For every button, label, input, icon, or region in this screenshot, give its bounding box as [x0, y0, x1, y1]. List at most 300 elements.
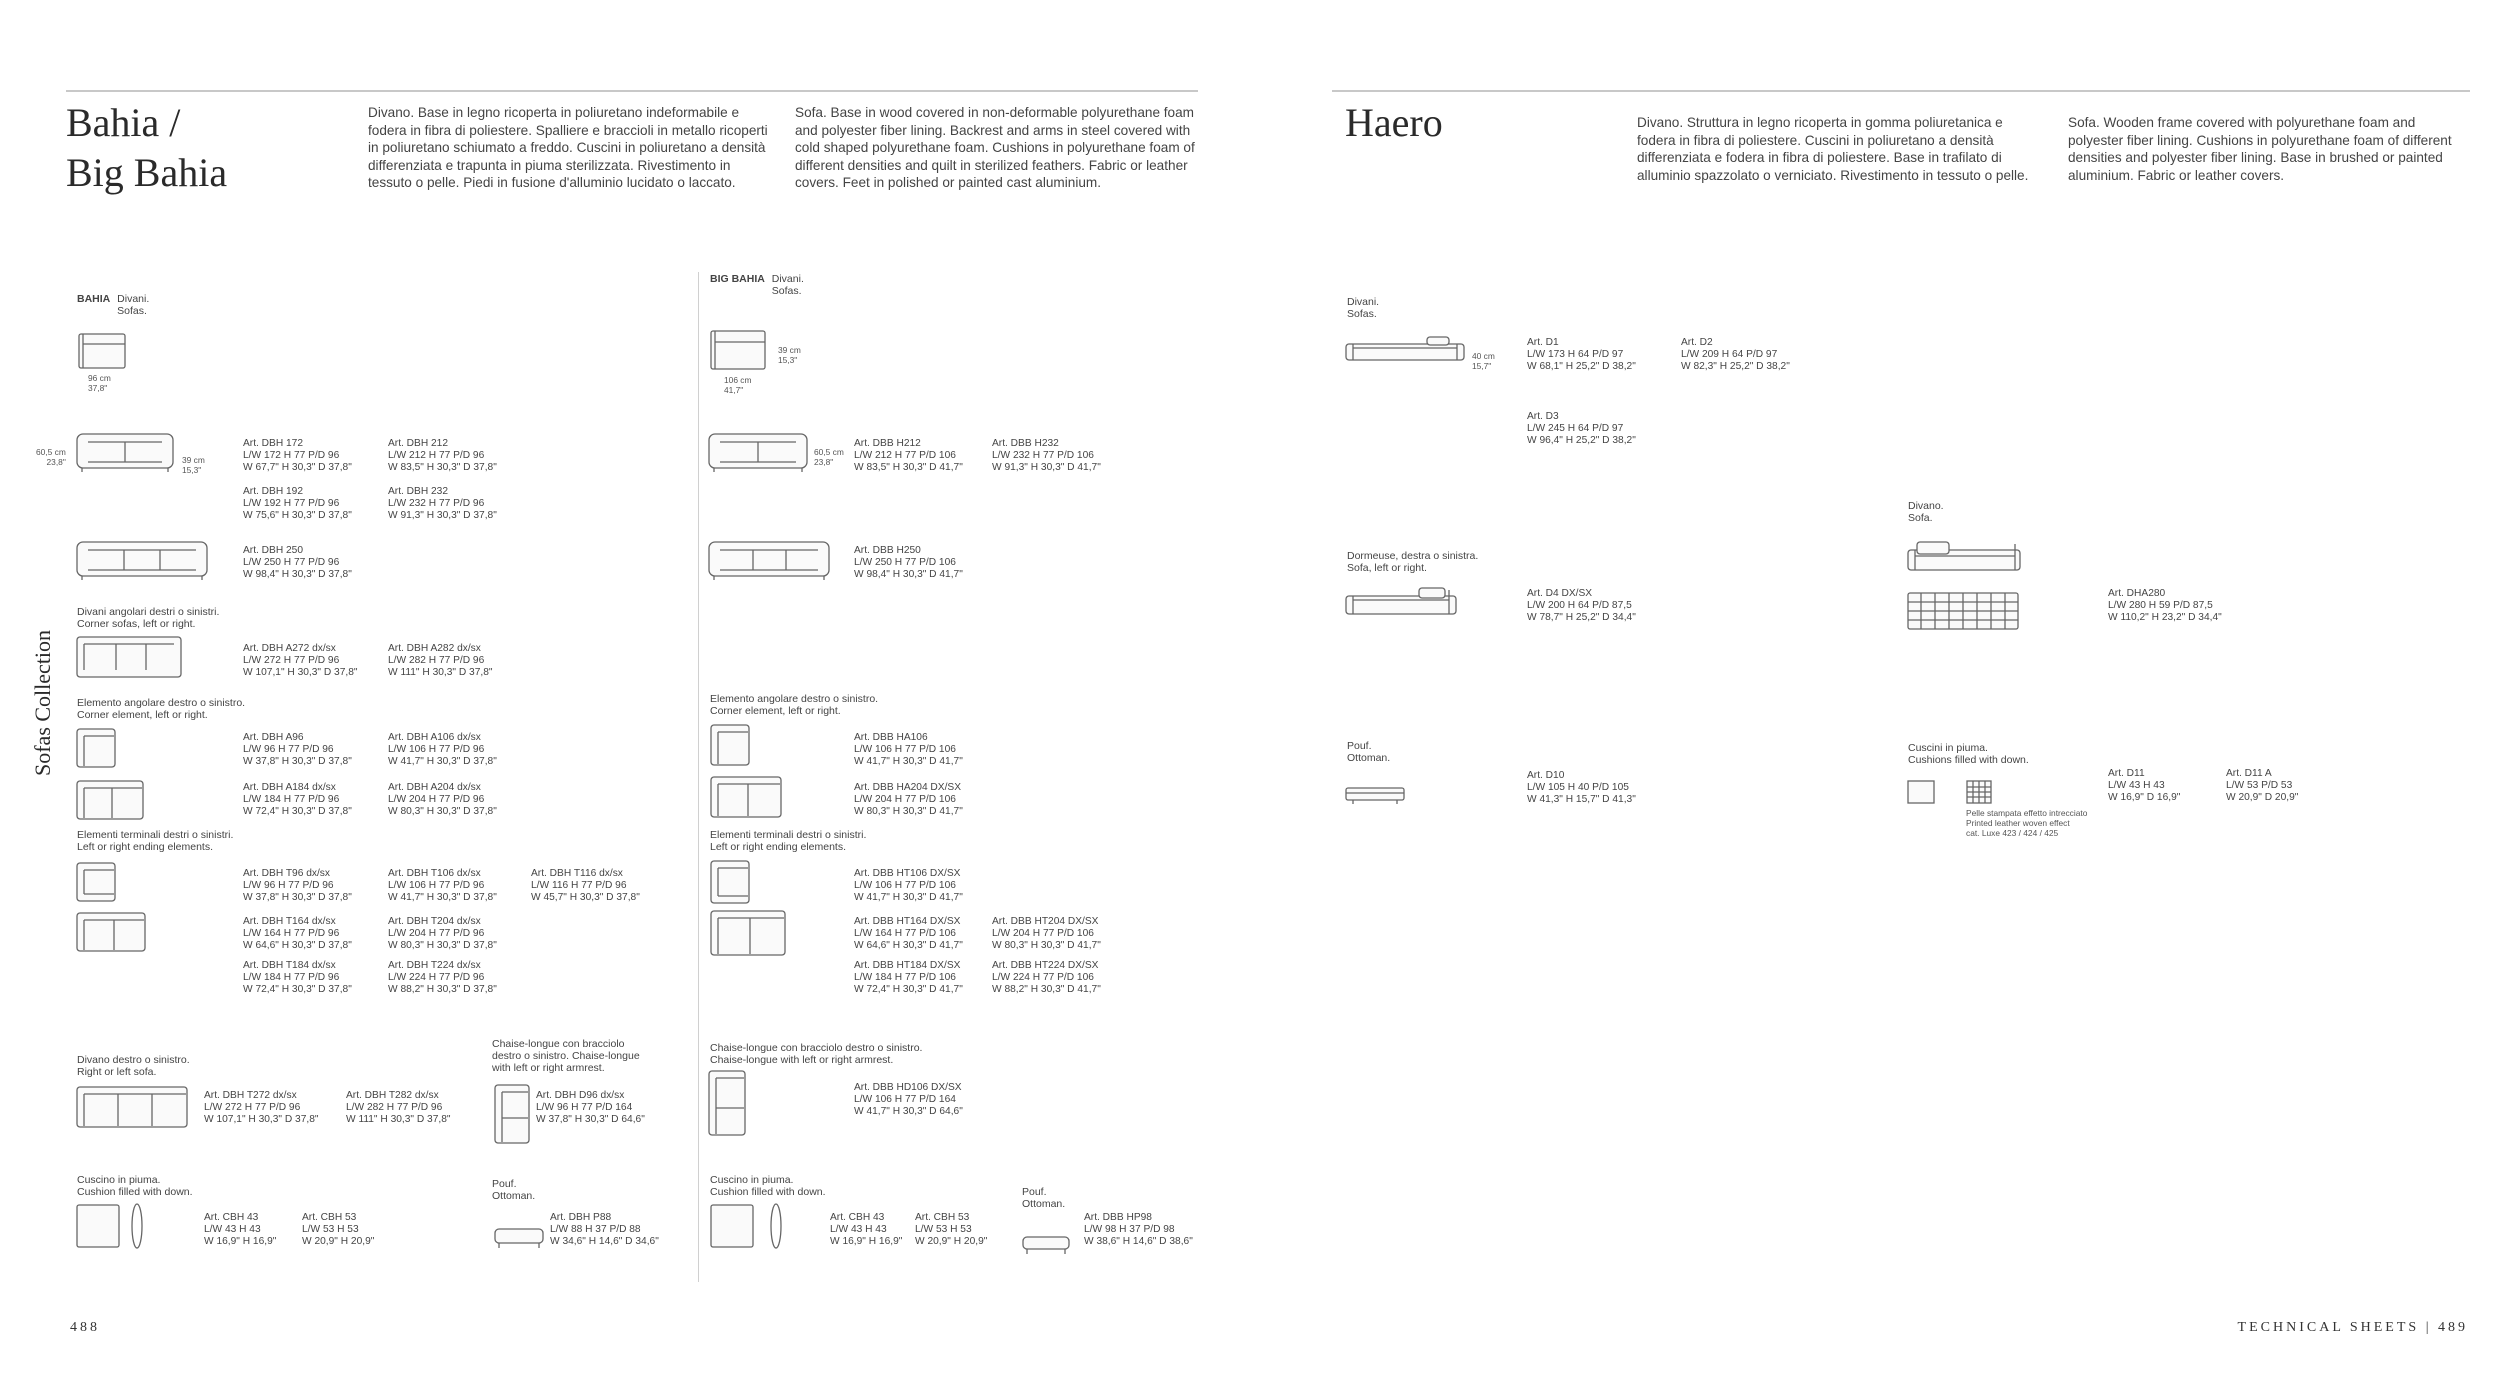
big-bahia-width-dim: [724, 376, 751, 395]
dim-width-in: 41,7": [724, 384, 744, 395]
art-imperial: W 88,2" H 30,3" D 37,8": [388, 984, 497, 995]
big-bahia-heading-sub1: Divani.: [771, 273, 804, 285]
art-code: Art. DBH A184 dx/sx: [243, 782, 336, 793]
art-code: Art. D11: [2108, 768, 2145, 779]
art-code: Art. D2: [1681, 337, 1713, 348]
title-line-1: Bahia /: [66, 100, 181, 145]
art-metric: L/W 280 H 59 P/D 87,5: [2108, 600, 2213, 611]
page-number-left: 488: [70, 1320, 100, 1335]
article-d11a: [2226, 768, 2298, 804]
big-bahia-heading: [710, 273, 804, 297]
page-footer-right: TECHNICAL SHEETS | 489: [2237, 1320, 2468, 1335]
article-dbh-a204: [388, 782, 497, 818]
haero-pouf-label: [1347, 740, 1390, 764]
note-line-1: Pelle stampata effetto intrecciato: [1966, 808, 2088, 818]
art-metric: L/W 106 H 77 P/D 106: [854, 744, 956, 755]
label-en: Cushions filled with down.: [1908, 754, 2029, 766]
haero-pouf-drawing: [1345, 784, 1407, 808]
big-bahia-pouf-drawing: [1022, 1236, 1072, 1258]
article-dha280: [2108, 588, 2222, 624]
art-code: Art. DBH T116 dx/sx: [531, 868, 623, 879]
big-bahia-heading-sub2: Sofas.: [771, 285, 802, 297]
bahia-corner-sofa-drawing: [76, 636, 184, 680]
art-code: Art. D4 DX/SX: [1527, 588, 1593, 599]
description-italian: Divano. Base in legno ricoperta in poliuretano indeformabile e fodera in fibra di poliestere. Spalliere e braccioli in metallo ricoperti in poliuretano schiumato a freddo. Cuscini in poliuretano a densità differenziata e trapunta in piuma sterilizzata. Rivestimento in tessuto o pelle. Piedi in fusione d'alluminio lucidato o laccato.: [368, 105, 768, 190]
page-title-right: Haero: [1345, 100, 1443, 145]
art-imperial: W 41,7" H 30,3" D 37,8": [388, 756, 497, 767]
article-dbh-t272: [204, 1090, 318, 1126]
art-imperial: W 16,9" H 16,9": [830, 1236, 903, 1247]
art-metric: L/W 106 H 77 P/D 96: [388, 744, 485, 755]
art-imperial: W 80,3" H 30,3" D 41,7": [992, 940, 1101, 951]
article-cbh-53-big: [915, 1212, 987, 1248]
art-metric: L/W 204 H 77 P/D 96: [388, 928, 485, 939]
big-bahia-chaise-drawing: [708, 1070, 748, 1138]
art-metric: L/W 224 H 77 P/D 96: [388, 972, 485, 983]
bahia-pouf-drawing: [494, 1228, 546, 1252]
art-code: Art. CBH 53: [915, 1212, 970, 1223]
art-imperial: W 41,7" H 30,3" D 41,7": [854, 892, 963, 903]
big-bahia-cushion-drawing: [710, 1204, 786, 1252]
big-bahia-corner-element-ha106-drawing: [710, 724, 752, 768]
dim-height-in: 23,8": [46, 456, 66, 467]
right-top-rule: [1332, 90, 2470, 92]
art-code: Art. DBH T204 dx/sx: [388, 916, 481, 927]
art-imperial: W 68,1" H 25,2" D 38,2": [1527, 361, 1636, 372]
art-imperial: W 83,5" H 30,3" D 41,7": [854, 462, 963, 473]
article-dbh-t106: [388, 868, 497, 904]
article-dbh-t282: [346, 1090, 450, 1126]
haero-cushions-label: [1908, 742, 2029, 766]
art-code: Art. D1: [1527, 337, 1559, 348]
art-code: Art. DBB HP98: [1084, 1212, 1152, 1223]
big-bahia-heading-name: BIG BAHIA: [710, 273, 765, 285]
haero-sofa-drawing: [1345, 336, 1467, 366]
art-imperial: W 45,7" H 30,3" D 37,8": [531, 892, 640, 903]
art-code: Art. DBH 250: [243, 545, 304, 556]
article-dbb-h232: [992, 438, 1101, 474]
art-metric: L/W 164 H 77 P/D 106: [854, 928, 956, 939]
haero-dormeuse-label: [1347, 550, 1478, 574]
art-metric: L/W 96 H 77 P/D 96: [243, 880, 334, 891]
art-metric: L/W 164 H 77 P/D 96: [243, 928, 340, 939]
article-dbh-232: [388, 486, 497, 522]
bahia-corner-element-a184-drawing: [76, 780, 146, 822]
side-label-sofas-collection: Sofas Collection: [30, 629, 55, 776]
art-code: Art. D10: [1527, 770, 1565, 781]
art-imperial: W 20,9" D 20,9": [2226, 792, 2299, 803]
bahia-ending-elements-label: [77, 829, 233, 853]
label-en: Corner element, left or right.: [77, 709, 208, 721]
art-metric: L/W 204 H 77 P/D 106: [992, 928, 1094, 939]
dim-width-in: 37,8": [88, 382, 108, 393]
label-it: Chaise-longue con bracciolo destro o sinistro.: [710, 1042, 923, 1054]
column-divider: [698, 272, 699, 1282]
label-en: Corner sofas, left or right.: [77, 618, 196, 630]
art-metric: L/W 204 H 77 P/D 106: [854, 794, 956, 805]
art-code: Art. DBH T282 dx/sx: [346, 1090, 439, 1101]
label-it: Pouf.: [1022, 1186, 1047, 1198]
art-imperial: W 37,8" H 30,3" D 37,8": [243, 756, 352, 767]
art-metric: L/W 88 H 37 P/D 88: [550, 1224, 641, 1235]
bahia-ending-t96-drawing: [76, 862, 118, 904]
art-metric: L/W 250 H 77 P/D 106: [854, 557, 956, 568]
art-code: Art. DBB H212: [854, 438, 921, 449]
article-dbb-ht224: [992, 960, 1101, 996]
art-imperial: W 98,4" H 30,3" D 41,7": [854, 569, 963, 580]
big-bahia-seat-dim: [778, 346, 801, 365]
art-imperial: W 78,7" H 25,2" D 34,4": [1527, 612, 1636, 623]
art-code: Art. DBH 172: [243, 438, 304, 449]
label-en: Ottoman.: [492, 1190, 536, 1202]
art-imperial: W 83,5" H 30,3" D 37,8": [388, 462, 497, 473]
bahia-sofa-3seat-drawing: [76, 540, 210, 582]
art-imperial: W 96,4" H 25,2" D 38,2": [1527, 435, 1636, 446]
bahia-chaise-label: [492, 1038, 640, 1074]
art-code: Art. DBH T96 dx/sx: [243, 868, 330, 879]
article-d3: [1527, 411, 1636, 447]
art-code: Art. DBH A272 dx/sx: [243, 643, 336, 654]
label-it: Pouf.: [1347, 740, 1372, 752]
article-dbb-hp98: [1084, 1212, 1193, 1248]
article-dbb-ha106: [854, 732, 963, 768]
haero-leather-note: [1966, 808, 2087, 838]
label-it: Cuscino in piuma.: [710, 1174, 794, 1186]
haero-sofa-height-dim: [1472, 352, 1495, 371]
big-bahia-sofa-3seat-drawing: [708, 540, 832, 582]
dim-cm: 40 cm: [1472, 351, 1495, 361]
article-dbh-a272: [243, 643, 357, 679]
art-code: Art. DBB HD106 DX/SX: [854, 1082, 962, 1093]
art-code: Art. DBH A96: [243, 732, 304, 743]
big-bahia-corner-element-ha204-drawing: [710, 776, 784, 820]
art-imperial: W 41,7" H 30,3" D 37,8": [388, 892, 497, 903]
art-metric: L/W 232 H 77 P/D 106: [992, 450, 1094, 461]
art-metric: L/W 245 H 64 P/D 97: [1527, 423, 1624, 434]
bahia-right-left-sofa-drawing: [76, 1086, 190, 1130]
haero-description-italian: Divano. Struttura in legno ricoperta in gomma poliuretanica e fodera in fibra di poliestere. Cuscini in poliuretano a densità differenziata e fodera in fibra di poliestere. Base in trafilato di alluminio spazzolato o verniciato. Rivestimento in tessuto o pelle.: [1637, 115, 2029, 183]
dim-seat-in: 15,3": [778, 354, 798, 365]
note-line-3: cat. Luxe 423 / 424 / 425: [1966, 828, 2059, 838]
art-metric: L/W 192 H 77 P/D 96: [243, 498, 340, 509]
article-dbh-a106: [388, 732, 497, 768]
article-d11: [2108, 768, 2180, 804]
bahia-chaise-drawing: [494, 1084, 532, 1146]
art-code: Art. DBH P88: [550, 1212, 612, 1223]
art-code: Art. DBH T106 dx/sx: [388, 868, 481, 879]
bahia-heading-sub1: Divani.: [117, 293, 150, 305]
art-metric: L/W 43 H 43: [2108, 780, 2165, 791]
art-metric: L/W 53 H 53: [302, 1224, 359, 1235]
haero-dha280-woven-drawing: [1907, 592, 2021, 632]
article-dbh-a282: [388, 643, 492, 679]
note-line-2: Printed leather woven effect: [1966, 818, 2070, 828]
label-it: Dormeuse, destra o sinistra.: [1347, 550, 1479, 562]
label-en: Corner element, left or right.: [710, 705, 841, 717]
article-dbb-ht204: [992, 916, 1101, 952]
label-en: Cushion filled with down.: [77, 1186, 193, 1198]
haero-dormeuse-drawing: [1345, 586, 1459, 622]
haero-cushion-plain-drawing: [1907, 780, 1937, 806]
label-en: Sofa.: [1908, 512, 1933, 524]
dim-height-cm: 60,5 cm: [814, 447, 844, 457]
art-code: Art. DBH T184 dx/sx: [243, 960, 336, 971]
article-dbh-t224: [388, 960, 497, 996]
label-en: Left or right ending elements.: [710, 841, 846, 853]
label-en: Sofas.: [1347, 308, 1377, 320]
dim-width-cm: 106 cm: [724, 375, 752, 385]
art-imperial: W 91,3" H 30,3" D 37,8": [388, 510, 497, 521]
art-imperial: W 37,8" H 30,3" D 37,8": [243, 892, 352, 903]
art-imperial: W 72,4" H 30,3" D 37,8": [243, 984, 352, 995]
art-metric: L/W 209 H 64 P/D 97: [1681, 349, 1778, 360]
art-imperial: W 16,9" H 16,9": [204, 1236, 277, 1247]
bahia-heading-name: BAHIA: [77, 293, 111, 305]
haero-divano-label: [1908, 500, 1944, 524]
art-code: Art. DBH A204 dx/sx: [388, 782, 481, 793]
art-code: Art. DBB HT224 DX/SX: [992, 960, 1099, 971]
label-en: with left or right armrest.: [492, 1062, 605, 1074]
dim-in: 15,7": [1472, 360, 1492, 371]
description-english: Sofa. Base in wood covered in non-deformable polyurethane foam and polyester fiber lining. Backrest and arms in steel covered with cold shaped polyurethane foam. Cushions in polyurethane foam of different densities and quilt in sterilized feathers. Fabric or leather covers. Feet in polished or painted cast aluminium.: [795, 105, 1195, 190]
art-metric: L/W 250 H 77 P/D 96: [243, 557, 340, 568]
label-en: Ottoman.: [1022, 1198, 1066, 1210]
label-it: Elementi terminali destri o sinistri.: [77, 829, 234, 841]
article-dbb-h212: [854, 438, 963, 474]
big-bahia-pouf-label: [1022, 1186, 1065, 1210]
dim-height-cm: 60,5 cm: [36, 447, 66, 457]
art-code: Art. DBH 192: [243, 486, 304, 497]
art-code: Art. D11 A: [2226, 768, 2272, 779]
article-dbb-hd106: [854, 1082, 963, 1118]
bahia-corner-sofas-label: [77, 606, 219, 630]
art-imperial: W 111" H 30,3" D 37,8": [388, 667, 493, 678]
art-metric: L/W 43 H 43: [830, 1224, 887, 1235]
bahia-module-drawing: [78, 330, 128, 372]
art-metric: L/W 224 H 77 P/D 106: [992, 972, 1094, 983]
art-code: Art. D3: [1527, 411, 1559, 422]
art-imperial: W 16,9" D 16,9": [2108, 792, 2181, 803]
article-dbh-a96: [243, 732, 352, 768]
article-d2: [1681, 337, 1790, 373]
big-bahia-height-dim: [814, 448, 844, 467]
bahia-cushion-drawing: [76, 1204, 146, 1252]
article-dbh-192: [243, 486, 352, 522]
art-imperial: W 80,3" H 30,3" D 41,7": [854, 806, 963, 817]
art-metric: L/W 116 H 77 P/D 96: [531, 880, 627, 891]
label-it: Elemento angolare destro o sinistro.: [77, 697, 246, 709]
art-metric: L/W 232 H 77 P/D 96: [388, 498, 485, 509]
art-code: Art. DBB HT106 DX/SX: [854, 868, 961, 879]
art-imperial: W 82,3" H 25,2" D 38,2": [1681, 361, 1790, 372]
bahia-pouf-label: [492, 1178, 535, 1202]
bahia-sofa-2seat-drawing: [76, 432, 176, 474]
art-metric: L/W 212 H 77 P/D 96: [388, 450, 485, 461]
art-code: Art. DBH T164 dx/sx: [243, 916, 336, 927]
art-code: Art. DBH T272 dx/sx: [204, 1090, 297, 1101]
art-metric: L/W 204 H 77 P/D 96: [388, 794, 485, 805]
dim-seat-cm: 39 cm: [778, 345, 801, 355]
art-code: Art. DBH D96 dx/sx: [536, 1090, 625, 1101]
art-imperial: W 75,6" H 30,3" D 37,8": [243, 510, 352, 521]
label-en: Ottoman.: [1347, 752, 1391, 764]
art-imperial: W 80,3" H 30,3" D 37,8": [388, 940, 497, 951]
art-imperial: W 67,7" H 30,3" D 37,8": [243, 462, 352, 473]
bahia-cushion-label: [77, 1174, 193, 1198]
article-dbh-212: [388, 438, 497, 474]
article-dbb-ha204: [854, 782, 963, 818]
art-metric: L/W 200 H 64 P/D 87,5: [1527, 600, 1632, 611]
dim-height-in: 23,8": [814, 456, 834, 467]
art-code: Art. DBB HA204 DX/SX: [854, 782, 962, 793]
art-code: Art. CBH 43: [204, 1212, 259, 1223]
art-code: Art. DBH 232: [388, 486, 449, 497]
article-dbh-p88: [550, 1212, 659, 1248]
article-dbh-172: [243, 438, 352, 474]
art-code: Art. DBB HT184 DX/SX: [854, 960, 961, 971]
label-it: Divani.: [1347, 296, 1380, 308]
haero-dha280-side-drawing: [1907, 540, 2023, 578]
article-dbh-t96: [243, 868, 352, 904]
article-dbh-250: [243, 545, 352, 581]
art-imperial: W 72,4" H 30,3" D 37,8": [243, 806, 352, 817]
bahia-right-left-sofa-label: [77, 1054, 190, 1078]
art-code: Art. DBB H250: [854, 545, 921, 556]
art-metric: L/W 106 H 77 P/D 164: [854, 1094, 956, 1105]
art-metric: L/W 272 H 77 P/D 96: [204, 1102, 301, 1113]
article-d10: [1527, 770, 1636, 806]
art-metric: L/W 53 H 53: [915, 1224, 972, 1235]
art-imperial: W 111" H 30,3" D 37,8": [346, 1114, 451, 1125]
art-imperial: W 107,1" H 30,3" D 37,8": [243, 667, 358, 678]
art-imperial: W 34,6" H 14,6" D 34,6": [550, 1236, 659, 1247]
bahia-seat-dim: [182, 456, 205, 475]
art-metric: L/W 96 H 77 P/D 96: [243, 744, 334, 755]
art-metric: L/W 98 H 37 P/D 98: [1084, 1224, 1175, 1235]
article-cbh-43: [204, 1212, 276, 1248]
article-cbh-53: [302, 1212, 374, 1248]
article-dbb-ht106: [854, 868, 963, 904]
art-code: Art. DBH A106 dx/sx: [388, 732, 481, 743]
art-metric: L/W 173 H 64 P/D 97: [1527, 349, 1624, 360]
label-en: Sofa, left or right.: [1347, 562, 1427, 574]
art-metric: L/W 43 H 43: [204, 1224, 261, 1235]
dim-width-cm: 96 cm: [88, 373, 111, 383]
label-en: Left or right ending elements.: [77, 841, 213, 853]
haero-description-english: Sofa. Wooden frame covered with polyurethane foam and polyester fiber lining. Cushions in polyurethane foam of different densities and polyester fiber lining. Base in brushed or painted aluminium. Fabric or leather covers.: [2068, 115, 2452, 183]
article-dbh-t116: [531, 868, 640, 904]
haero-cushion-woven-drawing: [1966, 780, 1994, 806]
art-metric: L/W 282 H 77 P/D 96: [346, 1102, 443, 1113]
art-code: Art. DBH T224 dx/sx: [388, 960, 481, 971]
art-metric: L/W 172 H 77 P/D 96: [243, 450, 340, 461]
big-bahia-ending-elements-label: [710, 829, 866, 853]
label-it: Elementi terminali destri o sinistri.: [710, 829, 867, 841]
article-d1: [1527, 337, 1636, 373]
art-code: Art. DBB HT204 DX/SX: [992, 916, 1099, 927]
bahia-height-dim: [36, 448, 66, 467]
big-bahia-sofa-2seat-drawing: [708, 432, 810, 474]
label-it: Divano.: [1908, 500, 1944, 512]
left-top-rule: [66, 90, 1198, 92]
art-imperial: W 107,1" H 30,3" D 37,8": [204, 1114, 319, 1125]
label-it: Cuscini in piuma.: [1908, 742, 1988, 754]
article-dbb-h250: [854, 545, 963, 581]
article-dbh-t184: [243, 960, 352, 996]
article-dbh-t164: [243, 916, 352, 952]
big-bahia-module-drawing: [710, 328, 768, 374]
art-imperial: W 37,8" H 30,3" D 64,6": [536, 1114, 645, 1125]
art-metric: L/W 282 H 77 P/D 96: [388, 655, 485, 666]
label-it: Elemento angolare destro o sinistro.: [710, 693, 879, 705]
article-dbb-ht184: [854, 960, 963, 996]
label-it: Pouf.: [492, 1178, 517, 1190]
bahia-corner-element-a96-drawing: [76, 728, 118, 770]
art-metric: L/W 106 H 77 P/D 96: [388, 880, 485, 891]
art-imperial: W 91,3" H 30,3" D 41,7": [992, 462, 1101, 473]
label-it-1: Chaise-longue con bracciolo: [492, 1038, 625, 1050]
title-line-2: Big Bahia: [66, 150, 228, 195]
art-code: Art. DBB H232: [992, 438, 1059, 449]
label-en: Right or left sofa.: [77, 1066, 157, 1078]
art-code: Art. CBH 53: [302, 1212, 357, 1223]
art-metric: L/W 212 H 77 P/D 106: [854, 450, 956, 461]
bahia-ending-t164-drawing: [76, 912, 148, 954]
art-code: Art. DHA280: [2108, 588, 2166, 599]
haero-sofas-label: [1347, 296, 1379, 320]
bahia-heading-sub2: Sofas.: [117, 305, 147, 317]
art-imperial: W 38,6" H 14,6" D 38,6": [1084, 1236, 1193, 1247]
art-metric: L/W 106 H 77 P/D 106: [854, 880, 956, 891]
big-bahia-corner-element-label: [710, 693, 878, 717]
art-imperial: W 98,4" H 30,3" D 37,8": [243, 569, 352, 580]
article-dbb-ht164: [854, 916, 963, 952]
art-code: Art. DBB HT164 DX/SX: [854, 916, 961, 927]
big-bahia-ending-ht106-drawing: [710, 860, 752, 906]
label-it: Divani angolari destri o sinistri.: [77, 606, 220, 618]
dim-seat-cm: 39 cm: [182, 455, 205, 465]
art-imperial: W 41,7" H 30,3" D 64,6": [854, 1106, 963, 1117]
art-code: Art. DBH 212: [388, 438, 449, 449]
big-bahia-ending-ht164-drawing: [710, 910, 788, 958]
art-imperial: W 72,4" H 30,3" D 41,7": [854, 984, 963, 995]
art-imperial: W 41,3" H 15,7" D 41,3": [1527, 794, 1636, 805]
label-it: Cuscino in piuma.: [77, 1174, 161, 1186]
art-code: Art. DBH A282 dx/sx: [388, 643, 481, 654]
article-dbh-a184: [243, 782, 352, 818]
art-imperial: W 41,7" H 30,3" D 41,7": [854, 756, 963, 767]
article-dbh-d96: [536, 1090, 645, 1126]
art-metric: L/W 184 H 77 P/D 96: [243, 794, 340, 805]
dim-seat-in: 15,3": [182, 464, 202, 475]
article-cbh-43-big: [830, 1212, 902, 1248]
art-imperial: W 88,2" H 30,3" D 41,7": [992, 984, 1101, 995]
art-metric: L/W 272 H 77 P/D 96: [243, 655, 340, 666]
art-imperial: W 64,6" H 30,3" D 37,8": [243, 940, 352, 951]
label-en: Cushion filled with down.: [710, 1186, 826, 1198]
article-d4: [1527, 588, 1636, 624]
art-metric: L/W 184 H 77 P/D 96: [243, 972, 340, 983]
art-imperial: W 80,3" H 30,3" D 37,8": [388, 806, 497, 817]
label-it: Divano destro o sinistro.: [77, 1054, 190, 1066]
big-bahia-cushion-label: [710, 1174, 826, 1198]
art-metric: L/W 96 H 77 P/D 164: [536, 1102, 633, 1113]
bahia-heading: [77, 293, 149, 317]
bahia-corner-element-label: [77, 697, 245, 721]
art-metric: L/W 184 H 77 P/D 106: [854, 972, 956, 983]
art-metric: L/W 105 H 40 P/D 105: [1527, 782, 1629, 793]
art-imperial: W 20,9" H 20,9": [915, 1236, 988, 1247]
